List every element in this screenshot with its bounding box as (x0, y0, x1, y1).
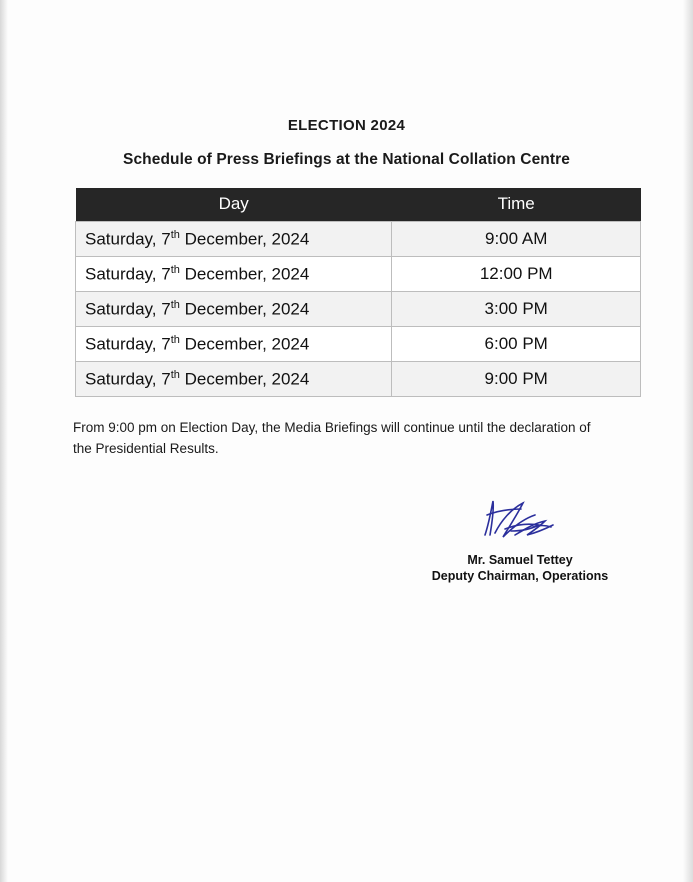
day-ordinal-suffix: th (170, 228, 180, 241)
cell-day (76, 362, 392, 397)
day-text-prefix: Saturday, 7 (85, 299, 171, 319)
signatory-role: Deputy Chairman, Operations (431, 569, 609, 583)
signature-mark (395, 495, 645, 547)
day-ordinal-suffix: th (170, 368, 180, 381)
day-text-prefix: Saturday, 7 (85, 264, 171, 284)
press-briefings-table (75, 188, 641, 397)
table-row (76, 362, 641, 397)
table-row (76, 222, 641, 257)
day-ordinal-suffix: th (170, 298, 180, 311)
column-header-day: Day (76, 188, 392, 222)
cell-day (76, 292, 392, 327)
cell-time: 3:00 PM (392, 292, 641, 327)
day-text-suffix: December, 2024 (179, 369, 310, 389)
signature-block (395, 495, 645, 583)
table-body (76, 222, 641, 397)
cell-day (76, 222, 392, 257)
cell-day (76, 257, 392, 292)
table-row (76, 257, 641, 292)
cell-day (76, 327, 392, 362)
page-subtitle: Schedule of Press Briefings at the National Collation Centre (123, 151, 570, 168)
day-text-prefix: Saturday, 7 (85, 334, 171, 354)
column-header-time: Time (392, 188, 641, 222)
table-header-row (76, 188, 641, 222)
day-text-prefix: Saturday, 7 (85, 229, 171, 249)
day-text-suffix: December, 2024 (179, 299, 310, 319)
cell-time: 9:00 PM (392, 362, 641, 397)
signatory-name: Mr. Samuel Tettey (467, 553, 573, 567)
cell-time: 12:00 PM (392, 257, 641, 292)
day-text-suffix: December, 2024 (179, 264, 310, 284)
day-ordinal-suffix: th (170, 263, 180, 276)
table-header (76, 188, 641, 222)
cell-time: 9:00 AM (392, 222, 641, 257)
page-title: ELECTION 2024 (287, 117, 406, 134)
table-row (76, 327, 641, 362)
day-text-prefix: Saturday, 7 (85, 369, 171, 389)
day-text-suffix: December, 2024 (179, 334, 310, 354)
day-text-suffix: December, 2024 (179, 229, 310, 249)
footnote-text: From 9:00 pm on Election Day, the Media Briefings will continue until the declaration of the Presidential Results. (73, 420, 591, 456)
day-ordinal-suffix: th (170, 333, 180, 346)
cell-time: 6:00 PM (392, 327, 641, 362)
table-row (76, 292, 641, 327)
